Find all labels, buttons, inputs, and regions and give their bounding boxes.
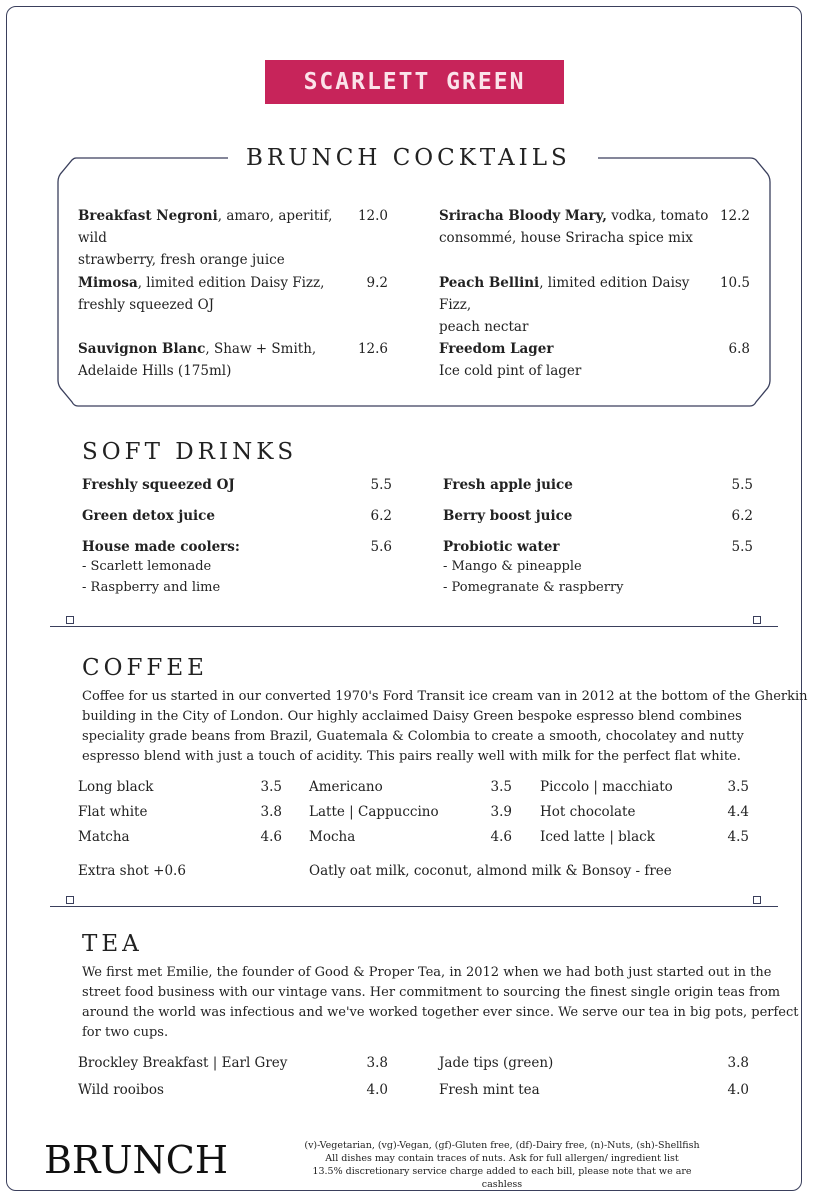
item-price: 12.0 bbox=[357, 208, 388, 224]
milk-options-note: Oatly oat milk, coconut, almond milk & Bonsoy - free bbox=[309, 863, 672, 879]
item-price: 9.2 bbox=[366, 275, 388, 291]
menu-item: Fresh apple juice bbox=[443, 477, 573, 493]
item-price: 4.5 bbox=[727, 829, 749, 845]
tea-intro: We first met Emilie, the founder of Good & Proper Tea, in 2012 when we had both just started out in the street food business with our vintage vans. Her commitment to sourcing the finest single origin teas from around the world was infectious and we've worked together ever since. We serve our tea in big pots, perfect for two cups. bbox=[82, 965, 799, 1040]
item-option: - Pomegranate & raspberry bbox=[443, 580, 624, 595]
menu-item: Freshly squeezed OJ bbox=[82, 477, 235, 493]
item-price: 6.2 bbox=[731, 508, 753, 524]
menu-item: Green detox juice bbox=[82, 508, 215, 524]
menu-item: Brockley Breakfast | Earl Grey bbox=[78, 1055, 288, 1071]
menu-item: Breakfast Negroni, amaro, aperitif, wild strawberry, fresh orange juice bbox=[78, 208, 333, 268]
menu-title: BRUNCH bbox=[44, 1138, 229, 1182]
item-price: 3.5 bbox=[490, 779, 512, 795]
brand-name: SCARLETT GREEN bbox=[303, 69, 526, 95]
item-price: 12.2 bbox=[719, 208, 750, 224]
item-option: - Raspberry and lime bbox=[82, 580, 221, 595]
menu-item: Jade tips (green) bbox=[439, 1055, 554, 1071]
item-price: 3.5 bbox=[260, 779, 282, 795]
menu-item: Sriracha Bloody Mary, vodka, tomato consommé, house Sriracha spice mix bbox=[439, 208, 709, 246]
coffee-intro: Coffee for us started in our converted 1970's Ford Transit ice cream van in 2012 at the bottom of the Gherkin building in the City of London. Our highly acclaimed Daisy Green bespoke espresso blend combines speciality grade beans from Brazil, Guatemala & Colombia to create a smooth, chocolatey and nutty espresso blend with just a touch of acidity. This pairs really well with milk for the perfect flat white. bbox=[82, 689, 808, 764]
item-price: 6.8 bbox=[728, 341, 750, 357]
menu-item: Latte | Cappuccino bbox=[309, 804, 439, 820]
item-price: 3.8 bbox=[366, 1055, 388, 1071]
extra-shot-note: Extra shot +0.6 bbox=[78, 863, 186, 879]
item-price: 3.8 bbox=[727, 1055, 749, 1071]
item-price: 3.8 bbox=[260, 804, 282, 820]
menu-item: Matcha bbox=[78, 829, 130, 845]
item-price: 6.2 bbox=[370, 508, 392, 524]
item-price: 5.6 bbox=[370, 539, 392, 555]
item-price: 5.5 bbox=[731, 477, 753, 493]
menu-item: Long black bbox=[78, 779, 154, 795]
item-price: 12.6 bbox=[357, 341, 388, 357]
menu-item: Americano bbox=[309, 779, 383, 795]
coffee-title: COFFEE bbox=[82, 655, 208, 681]
menu-item: Fresh mint tea bbox=[439, 1082, 540, 1098]
item-price: 4.0 bbox=[366, 1082, 388, 1098]
item-price: 4.4 bbox=[727, 804, 749, 820]
divider-ornament bbox=[66, 616, 74, 624]
item-option: - Scarlett lemonade bbox=[82, 559, 212, 574]
item-option: - Mango & pineapple bbox=[443, 559, 582, 574]
divider-ornament bbox=[753, 896, 761, 904]
item-price: 4.0 bbox=[727, 1082, 749, 1098]
menu-item: Berry boost juice bbox=[443, 508, 573, 524]
item-price: 4.6 bbox=[490, 829, 512, 845]
allergen-notes: (v)-Vegetarian, (vg)-Vegan, (gf)-Gluten free, (df)-Dairy free, (n)-Nuts, (sh)-Shellfish All dishes may contain traces of nuts. Ask for full allergen/ ingredient list 13.5% discretionary service charge added to each bill, please note that we are cashless bbox=[304, 1140, 700, 1190]
item-price: 5.5 bbox=[731, 539, 753, 555]
item-price: 5.5 bbox=[370, 477, 392, 493]
menu-item: Iced latte | black bbox=[540, 829, 655, 845]
brand-logo bbox=[265, 60, 564, 104]
menu-item: Freedom Lager Ice cold pint of lager bbox=[439, 341, 582, 379]
menu-item: Peach Bellini, limited edition Daisy Fizz, peach nectar bbox=[439, 275, 690, 335]
item-price: 10.5 bbox=[719, 275, 750, 291]
item-price: 4.6 bbox=[260, 829, 282, 845]
menu-item: Mimosa, limited edition Daisy Fizz, freshly squeezed OJ bbox=[78, 275, 325, 313]
menu-item: Wild rooibos bbox=[78, 1082, 164, 1098]
menu-item: Flat white bbox=[78, 804, 148, 820]
item-price: 3.9 bbox=[490, 804, 512, 820]
cocktails-title: BRUNCH COCKTAILS bbox=[246, 145, 571, 171]
menu-item: House made coolers: bbox=[82, 539, 240, 555]
menu-item: Hot chocolate bbox=[540, 804, 636, 820]
section-divider bbox=[50, 906, 778, 907]
soft-drinks-title: SOFT DRINKS bbox=[82, 439, 298, 465]
menu-item: Piccolo | macchiato bbox=[540, 779, 673, 795]
menu-item: Sauvignon Blanc, Shaw + Smith, Adelaide Hills (175ml) bbox=[78, 341, 317, 379]
divider-ornament bbox=[753, 616, 761, 624]
divider-ornament bbox=[66, 896, 74, 904]
item-price: 3.5 bbox=[727, 779, 749, 795]
section-divider bbox=[50, 626, 778, 627]
tea-title: TEA bbox=[82, 931, 143, 957]
menu-item: Probiotic water bbox=[443, 539, 560, 555]
menu-item: Mocha bbox=[309, 829, 356, 845]
